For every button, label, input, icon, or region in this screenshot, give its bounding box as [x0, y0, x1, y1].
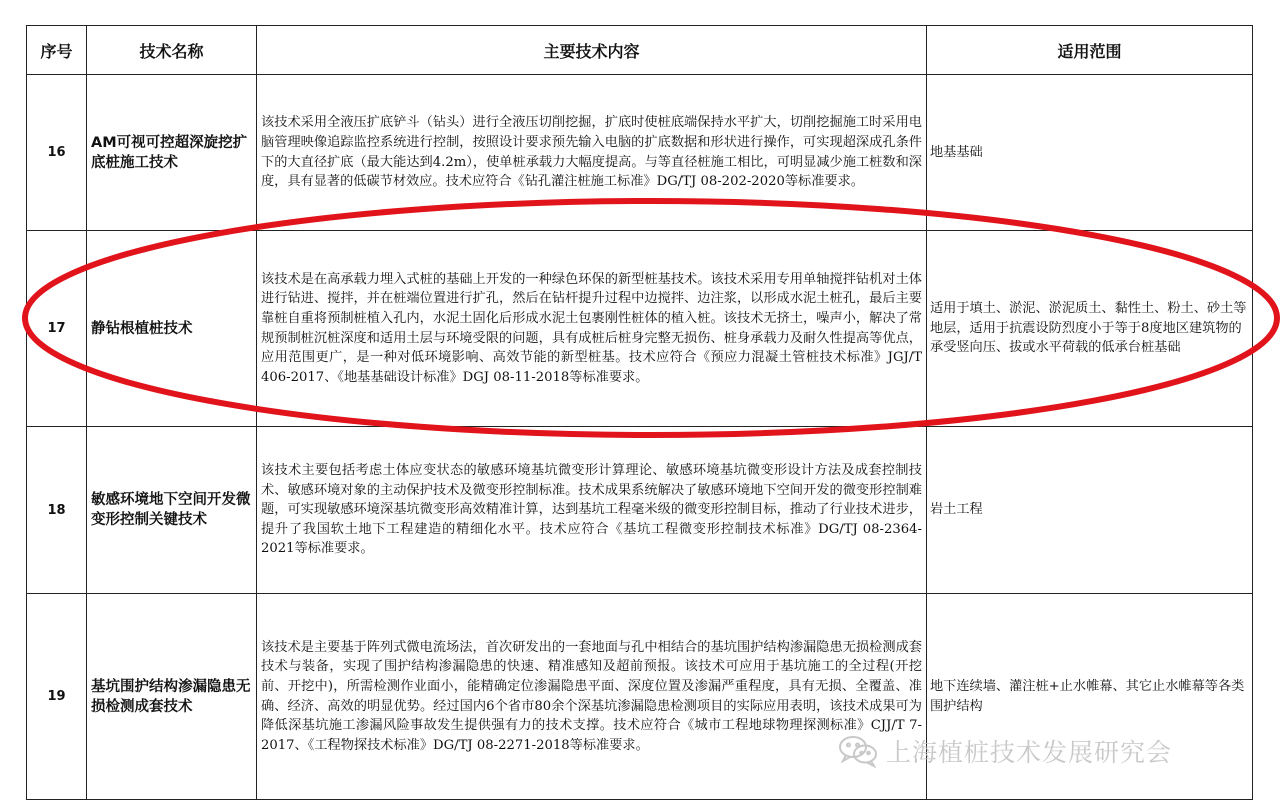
technology-table	[26, 25, 1253, 800]
watermark	[838, 733, 1172, 769]
row-number: 19	[27, 594, 87, 800]
technology-name: 基坑围护结构渗漏隐患无损检测成套技术	[87, 594, 257, 800]
application-scope: 岩土工程	[927, 427, 1253, 594]
technology-name: 静钻根植桩技术	[87, 231, 257, 427]
technology-content: 该技术采用全液压扩底铲斗（钻头）进行全液压切削挖掘，扩底时使桩底端保持水平扩大，切削挖掘施工时采用电脑管理映像追踪监控系统进行控制，按照设计要求预先输入电脑的扩底数据和形状进行操作，可实现超深成孔条件下的大直径扩底（最大能达到4.2m），使单桩承载力大幅度提高。与等直径桩施工相比，可明显减少施工桩数和深度，具有显著的低碳节材效应。技术应符合《钻孔灌注桩施工标准》DG/TJ 08-202-2020等标准要求。	[257, 75, 927, 231]
watermark-text: 上海植桩技术发展研究会	[886, 738, 1173, 767]
row-number: 16	[27, 75, 87, 231]
application-scope: 地基基础	[927, 75, 1253, 231]
row-number: 18	[27, 427, 87, 594]
table-row	[27, 427, 1253, 594]
table-row	[27, 231, 1253, 427]
row-number: 17	[27, 231, 87, 427]
header-content: 主要技术内容	[257, 26, 927, 75]
table-row	[27, 75, 1253, 231]
technology-name: 敏感环境地下空间开发微变形控制关键技术	[87, 427, 257, 594]
technology-name: AM可视可控超深旋挖扩底桩施工技术	[87, 75, 257, 231]
application-scope: 适用于填土、淤泥、淤泥质土、黏性土、粉土、砂土等地层，适用于抗震设防烈度小于等于8度地区建筑物的承受竖向压、拔或水平荷载的低承台桩基础	[927, 231, 1253, 427]
technology-content: 该技术是主要基于阵列式微电流场法，首次研发出的一套地面与孔中相结合的基坑围护结构渗漏隐患无损检测成套技术与装备，实现了围护结构渗漏隐患的快速、精准感知及超前预报。该技术可应用于基坑施工的全过程(开挖前、开挖中)，所需检测作业面小，能精确定位渗漏隐患平面、深度位置及渗漏严重程度，具有无损、全覆盖、准确、经济、高效的明显优势。经过国内6个省市80余个深基坑渗漏隐患检测项目的实际应用表明，该技术成果可为降低深基坑施工渗漏风险事故发生提供强有力的技术支撑。技术应符合《城市工程地球物理探测标准》CJJ/T 7-2017、《工程物探技术标准》DG/TJ 08-2271-2018等标准要求。	[257, 594, 927, 800]
header-no: 序号	[27, 26, 87, 75]
header-scope: 适用范围	[927, 26, 1253, 75]
header-row	[27, 26, 1253, 75]
wechat-icon	[838, 734, 878, 768]
technology-content: 该技术是在高承载力埋入式桩的基础上开发的一种绿色环保的新型桩基技术。该技术采用专用单轴搅拌钻机对土体进行钻进、搅拌，并在桩端位置进行扩孔，然后在钻杆提升过程中边搅拌、边注浆，以形成水泥土桩孔，最后主要靠桩自重将预制桩植入孔内，水泥土固化后形成水泥土包裹刚性桩体的植入桩。该技术无挤土，噪声小，解决了常规预制桩沉桩深度和适用土层与环境受限的问题，具有成桩后桩身完整无损伤、桩身承载力及耐久性提高等优点，应用范围更广，是一种对低环境影响、高效节能的新型桩基。技术应符合《预应力混凝土管桩技术标准》JGJ/T 406-2017、《地基基础设计标准》DGJ 08-11-2018等标准要求。	[257, 231, 927, 427]
technology-content: 该技术主要包括考虑土体应变状态的敏感环境基坑微变形计算理论、敏感环境基坑微变形设计方法及成套控制技术、敏感环境对象的主动保护技术及微变形控制标准。技术成果系统解决了敏感环境地下空间开发的微变形控制难题，可实现敏感环境深基坑微变形高效精准计算，达到基坑工程毫米级的微变形控制目标，推动了行业技术进步，提升了我国软土地下工程建造的精细化水平。技术应符合《基坑工程微变形控制技术标准》DG/TJ 08-2364-2021等标准要求。	[257, 427, 927, 594]
header-name: 技术名称	[87, 26, 257, 75]
application-scope: 地下连续墙、灌注桩+止水帷幕、其它止水帷幕等各类围护结构	[927, 594, 1253, 800]
